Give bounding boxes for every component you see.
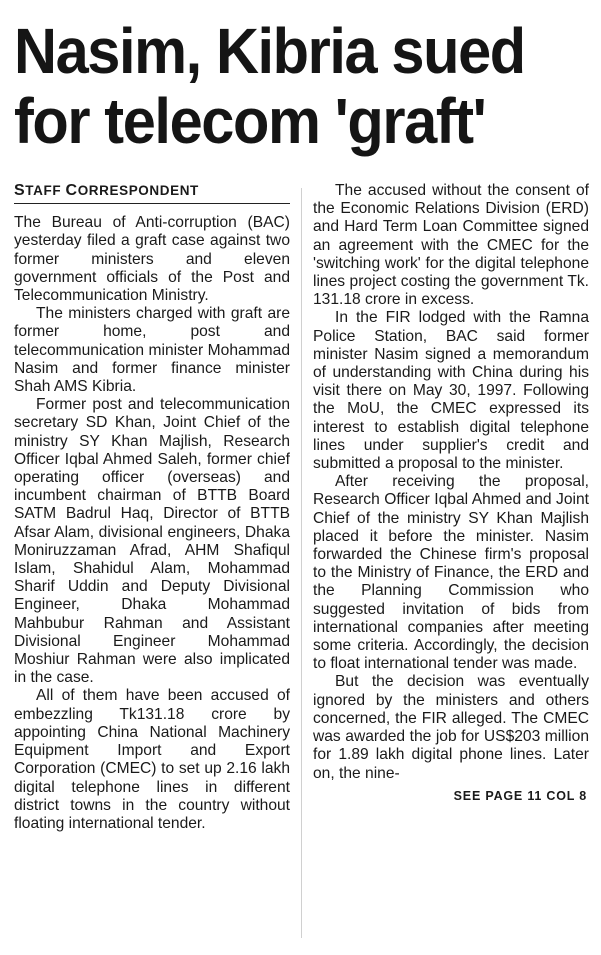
left-column (14, 182, 290, 833)
left-paragraph-1: The Bureau of Anti-corruption (BAC) yesterday filed a graft case against two former ministers and eleven government officials of the Post and Telecommunication Ministry. (14, 214, 290, 305)
left-paragraph-4: All of them have been accused of embezzling Tk131.18 crore by appointing China National Machinery Equipment Import and Export Corporation (CMEC) to set up 2.16 lakh digital telephone lines in different district towns in the country without floating international tender. (14, 687, 290, 832)
continued-jump-line: SEE PAGE 11 COL 8 (453, 788, 587, 803)
byline (14, 182, 290, 204)
byline-initial-1: S (14, 182, 26, 199)
left-paragraph-3: Former post and telecommunication secretary SD Khan, Joint Chief of the ministry SY Khan Majlish, Research Officer Iqbal Ahmed Saleh, former chief operating officer (overseas) and incumbent chairman of BTTB Board SATM Badrul Haq, Director of BTTB Afsar Alam, divisional engineers, Dhaka Moniruzzaman Afrad, AHM Shafiqul Islam, Shahidul Alam, Mohammad Sharif Uddin and Deputy Divisional Engineer, Dhaka Mohammad Mahbubur Rahman and Assistant Divisional Engineer Mohammad Moshiur Rahman were also implicated in the case. (14, 396, 290, 687)
headline-line-2: for telecom 'graft' (14, 85, 486, 157)
column-divider (301, 188, 302, 938)
right-paragraph-4: But the decision was eventually ignored by the ministers and others concerned, the FIR alleged. The CMEC was awarded the job for US$203 million for 1.89 lakh digital phone lines. Later on, the nine- (313, 673, 589, 782)
headline (14, 16, 553, 156)
right-paragraph-3: After receiving the proposal, Research Officer Iqbal Ahmed and Joint Chief of the ministry SY Khan Majlish placed it before the minister. Nasim forwarded the Chinese firm's proposal to the Ministry of Finance, the ERD and the Planning Commission who suggested invitation of bids from international companies after meeting some criteria. Accordingly, the decision to float international tender was made. (313, 473, 589, 673)
right-paragraph-2: In the FIR lodged with the Ramna Police Station, BAC said former minister Nasim signed a memorandum of understanding with China during his visit there on May 30, 1997. Following the MoU, the CMEC expressed its interest to establish digital telephone lines under supplier's credit and submitted a proposal to the minister. (313, 309, 589, 473)
left-paragraph-2: The ministers charged with graft are former home, post and telecommunication minister Mohammad Nasim and former finance minister Shah AMS Kibria. (14, 305, 290, 396)
byline-rest-2: ORRESPONDENT (77, 183, 199, 198)
byline-rest-1: TAFF (25, 183, 66, 198)
right-column (313, 182, 589, 805)
byline-initial-2: C (65, 182, 78, 199)
right-paragraph-1: The accused without the consent of the Economic Relations Division (ERD) and Hard Term Loan Committee signed an agreement with the CMEC for the 'switching work' for the digital telephone lines project costing the government Tk. 131.18 crore in excess. (313, 182, 589, 309)
headline-line-1: Nasim, Kibria sued (14, 15, 525, 87)
